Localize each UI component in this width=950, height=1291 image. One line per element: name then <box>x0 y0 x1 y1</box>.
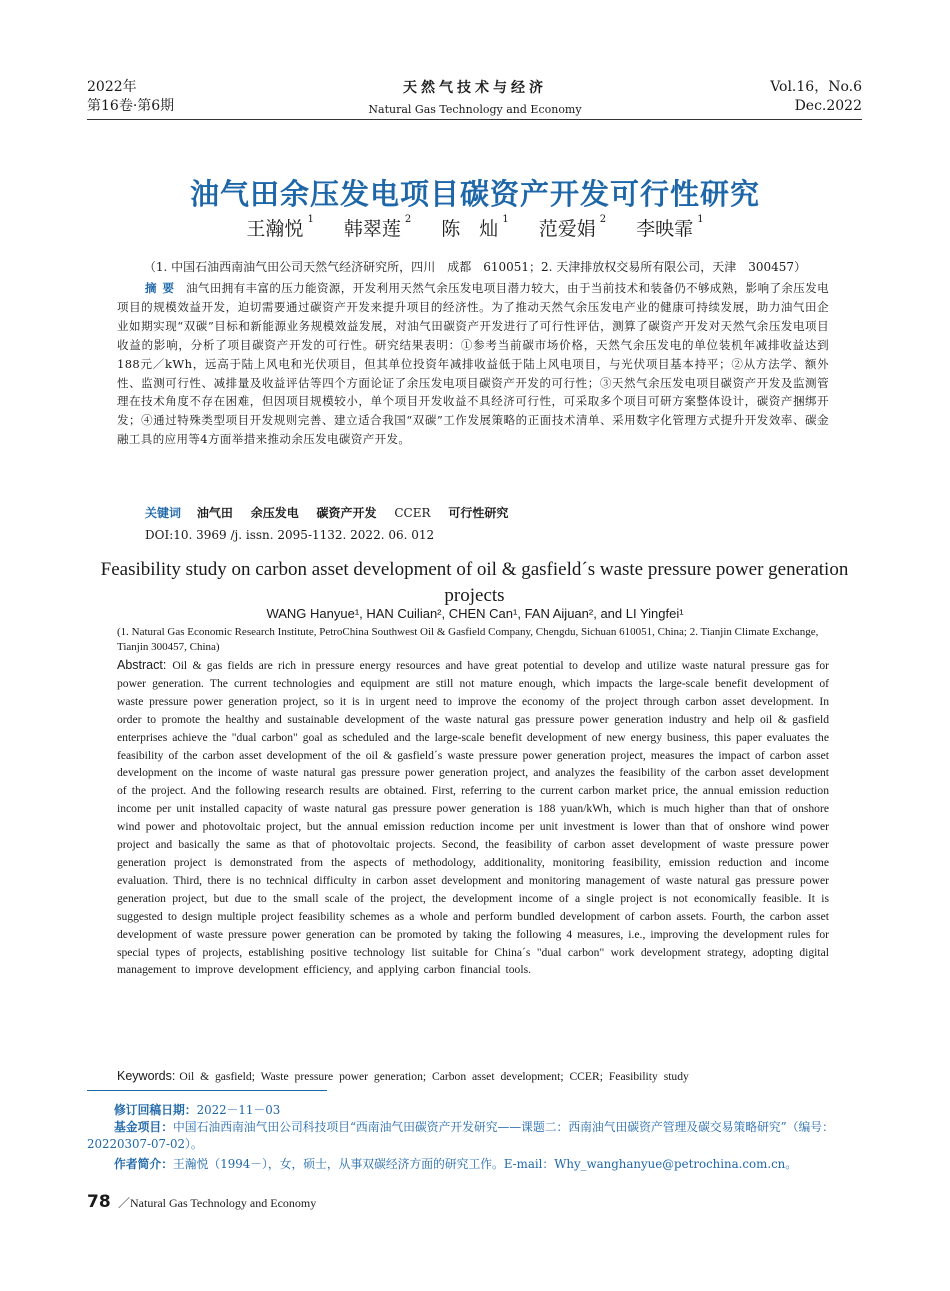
author: 王瀚悦 $^1$ <box>246 214 314 240</box>
keywords-label-cn: 关键词 <box>145 506 182 520</box>
footnote-author-bio: 作者简介：王瀚悦（1994－），女，硕士，从事双碳经济方面的研究工作。E-mail：Why_wanghanyue@petrochina.com.cn。 <box>114 1157 798 1171</box>
keywords-label-en: Keywords: <box>117 1069 176 1083</box>
keyword: 碳资产开发 <box>316 506 377 520</box>
journal-name-cn: 天然气技术与经济 <box>403 80 547 96</box>
keyword: 油气田 <box>196 506 233 520</box>
author: 陈 灿 $^1$ <box>441 214 509 240</box>
doi: DOI:10. 3969 /j. issn. 2095-1132. 2022. 06. 012 <box>145 528 435 542</box>
author: 范爱娟 $^2$ <box>538 214 607 240</box>
header-divider <box>87 119 862 120</box>
issue-date-en: Dec.2022 <box>794 98 862 114</box>
abstract-text-cn: 油气田拥有丰富的压力能资源，开发利用天然气余压发电项目潜力较大，由于当前技术和装备仍不够成熟，影响了余压发电项目的规模效益开发，迫切需要通过碳资产开发来提升项目的经济性。为了推动天然气余压发电产业的健康可持续发展，助力油气田企业如期实现“双碳”目标和新能源业务规模效益发展，对油气田碳资产开发进行了可行性评估，测算了碳资产开发对天然气余压发电项目收益的影响，分析了项目碳资产开发的可行性。研究结果表明：①参考当前碳市场价格，天然气余压发电的单位装机年减排收益达到188元／kWh，远高于陆上风电和光伏项目，但其单位投资年减排收益低于陆上风电项目，与光伏项目基本持平；②从方法学、额外性、监测可行性、减排量及收益评估等四个方面论证了余压发电项目碳资产开发的可行性；③天然气余压发电项目碳资产开发及监测管理在技术角度不存在困难，但因项目规模较小，单个项目开发收益不具经济可行性，可采取多个项目可研方案整体设计，碳资产捆绑开发；④通过特殊类型项目开发规则完善、建立适合我国“双碳”工作发展策略的正面技术清单、采用数字化管理方式提升开发效率、碳金融工具的应用等4方面举措来推动余压发电碳资产开发。 <box>117 281 830 447</box>
abstract-text-en: Oil & gas fields are rich in pressure energy resources and have great potential to develop and utilize waste natural pressure gas for power generation. The current technologies and equipment are still not mature enough, which impacts the large-scale benefit development of waste pressure power generation project, so it is in urgent need to improve the economy of the project through carbon asset development. In order to promote the healthy and sustainable development of the waste natural gas pressure power generation industry and help oil & gasfield enterprises achieve the "dual carbon" goal as scheduled and the large-scale benefit development of new energy business, this paper evaluates the feasibility of the carbon asset development of the oil & gasfield´s waste pressure power generation project, measures the impact of carbon asset development on the income of waste natural gas pressure power generation project, and analyzes the feasibility of the carbon asset development of the project. And the following research results are obtained. First, referring to the current carbon market price, the annual emission reduction income per unit installed capacity of waste natural gas pressure power generation is 188 yuan/kWh, which is much higher than that of onshore wind power and photovoltaic project, but the annual emission reduction income per unit investment is lower than that of onshore wind power project and basically the same as that of photovoltaic projects. Second, the feasibility of carbon asset development of waste pressure power generation project is demonstrated from the aspects of methodology, additionality, monitoring feasibility, emission reduction and income evaluation. Third, there is no technical difficulty in carbon asset development and monitoring management of waste natural gas pressure power generation project, but due to the small scale of the project, the development income of a single project is not economically feasible. It is suggested to design multiple project feasibility schemes as a whole and perform bundled development of carbon assets. Fourth, the carbon asset development of waste pressure power generation can be promoted by taking the following 4 measures, i.e., improving the development rules for special types of projects, establishing positive technology list suitable for China´s "dual carbon" work development strategy, adopting digital management to improve development efficiency, and applying carbon financial tools. <box>117 659 829 977</box>
keywords-text-en: Oil & gasfield; Waste pressure power generation; Carbon asset development; CCER; Feasibility study <box>179 1070 689 1083</box>
keywords-cn <box>145 504 522 521</box>
footnote-revision-date: 修订回稿日期：2022－11－03 <box>114 1103 281 1117</box>
issue-year: 2022年 <box>87 79 137 95</box>
footnote-divider <box>87 1090 327 1091</box>
author-list-cn <box>0 214 950 241</box>
page-number: 78 <box>87 1192 111 1212</box>
paper-title-en: Feasibility study on carbon asset development of oil & gasfield´s waste pressure power generation projects <box>100 559 849 606</box>
affiliation-cn: （1. 中国石油西南油气田公司天然气经济研究所，四川 成都 610051；2. 天津排放权交易所有限公司，天津 300457） <box>143 260 807 274</box>
keyword: 余压发电 <box>250 506 299 520</box>
affiliation-en: (1. Natural Gas Economic Research Institute, PetroChina Southwest Oil & Gasfield Company, Chengdu, Sichuan 610051, China; 2. Tianjin Climate Exchange, Tianjin 300457, China) <box>117 626 819 653</box>
author: 李映霏 $^1$ <box>636 214 704 240</box>
author: 韩翠莲 $^2$ <box>343 214 412 240</box>
issue-volume-en: Vol.16，No.6 <box>770 79 862 95</box>
running-header-right <box>770 78 862 116</box>
abstract-label-cn: 摘要 <box>145 281 181 295</box>
keywords-en <box>117 1069 829 1083</box>
abstract-label-en: Abstract: <box>117 658 167 672</box>
footer-journal-name: ／Natural Gas Technology and Economy <box>118 1196 317 1210</box>
keyword: 可行性研究 <box>448 506 509 520</box>
journal-name-en: Natural Gas Technology and Economy <box>368 103 582 116</box>
abstract-cn <box>117 279 829 449</box>
abstract-en <box>117 657 829 979</box>
keyword: CCER <box>394 506 431 520</box>
paper-title-cn: 油气田余压发电项目碳资产开发可行性研究 <box>189 177 760 211</box>
author-list-en: WANG Hanyue¹, HAN Cuilian², CHEN Can¹, FAN Aijuan², and LI Yingfei¹ <box>266 606 684 621</box>
issue-volume-cn: 第16卷·第6期 <box>87 98 175 114</box>
footnote-funding: 基金项目：中国石油西南油气田公司科技项目“西南油气田碳资产开发研究——课题二：西南油气田碳资产管理及碳交易策略研究”（编号：20220307-07-02）。 <box>87 1120 834 1151</box>
